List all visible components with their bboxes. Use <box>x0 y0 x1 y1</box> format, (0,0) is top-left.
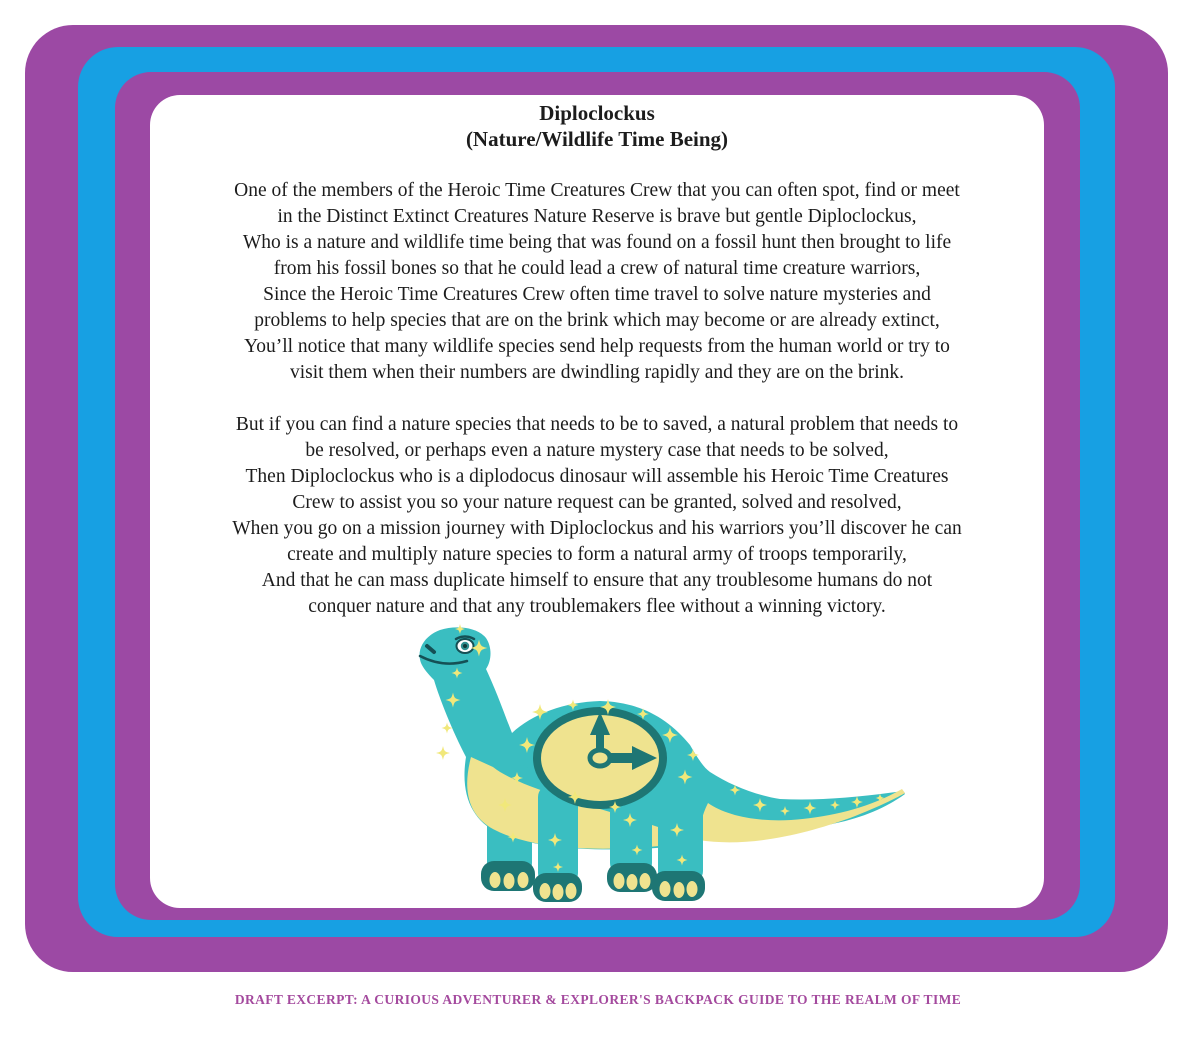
paragraph-2 <box>150 412 1044 620</box>
text-line: Since the Heroic Time Creatures Crew often time travel to solve nature mysteries and <box>263 284 931 305</box>
dinosaur-illustration <box>405 615 910 905</box>
text-line: visit them when their numbers are dwindling rapidly and they are on the brink. <box>289 362 905 383</box>
text-line: When you go on a mission journey with Diploclockus and his warriors you’ll discover he can <box>232 518 962 539</box>
text-line: Then Diploclockus who is a diplodocus dinosaur will assemble his Heroic Time Creatures <box>245 466 949 487</box>
text-line: Who is a nature and wildlife time being that was found on a fossil hunt then brought to life <box>242 232 952 253</box>
text-line: But if you can find a nature species that needs to be to saved, a natural problem that needs to <box>235 414 959 435</box>
clock-center <box>590 750 610 766</box>
text-line: in the Distinct Extinct Creatures Nature Reserve is brave but gentle Diploclockus, <box>277 206 917 227</box>
clock-icon <box>533 707 667 809</box>
page-title: Diploclockus <box>539 101 655 125</box>
text-line: from his fossil bones so that he could lead a crew of natural time creature warriors, <box>273 258 921 279</box>
text-line: create and multiply nature species to form a natural army of troops temporarily, <box>287 544 907 565</box>
text-line: You’ll notice that many wildlife species send help requests from the human world or try to <box>244 336 950 357</box>
blank-line <box>150 386 1044 412</box>
dinosaur-back-leg-2 <box>658 790 703 883</box>
text-line: conquer nature and that any troublemakers flee without a winning victory. <box>308 596 886 617</box>
text-line: be resolved, or perhaps even a nature mystery case that needs to be solved, <box>305 440 889 461</box>
page-subtitle: (Nature/Wildlife Time Being) <box>465 127 729 151</box>
text-line: problems to help species that are on the brink which may become or are already extinct, <box>254 310 940 331</box>
blank-line <box>150 152 1044 178</box>
card-text <box>150 100 1044 620</box>
paragraph-1 <box>150 178 1044 386</box>
text-line: And that he can mass duplicate himself to ensure that any troublesome humans do not <box>261 570 933 591</box>
dinosaur-svg <box>405 615 910 905</box>
text-line: One of the members of the Heroic Time Creatures Crew that you can often spot, find or meet <box>234 180 960 201</box>
text-line: Crew to assist you so your nature request can be granted, solved and resolved, <box>292 492 902 513</box>
footer-caption: DRAFT EXCERPT: A CURIOUS ADVENTURER & EXPLORER'S BACKPACK GUIDE TO THE REALM OF TIME <box>234 992 962 1007</box>
